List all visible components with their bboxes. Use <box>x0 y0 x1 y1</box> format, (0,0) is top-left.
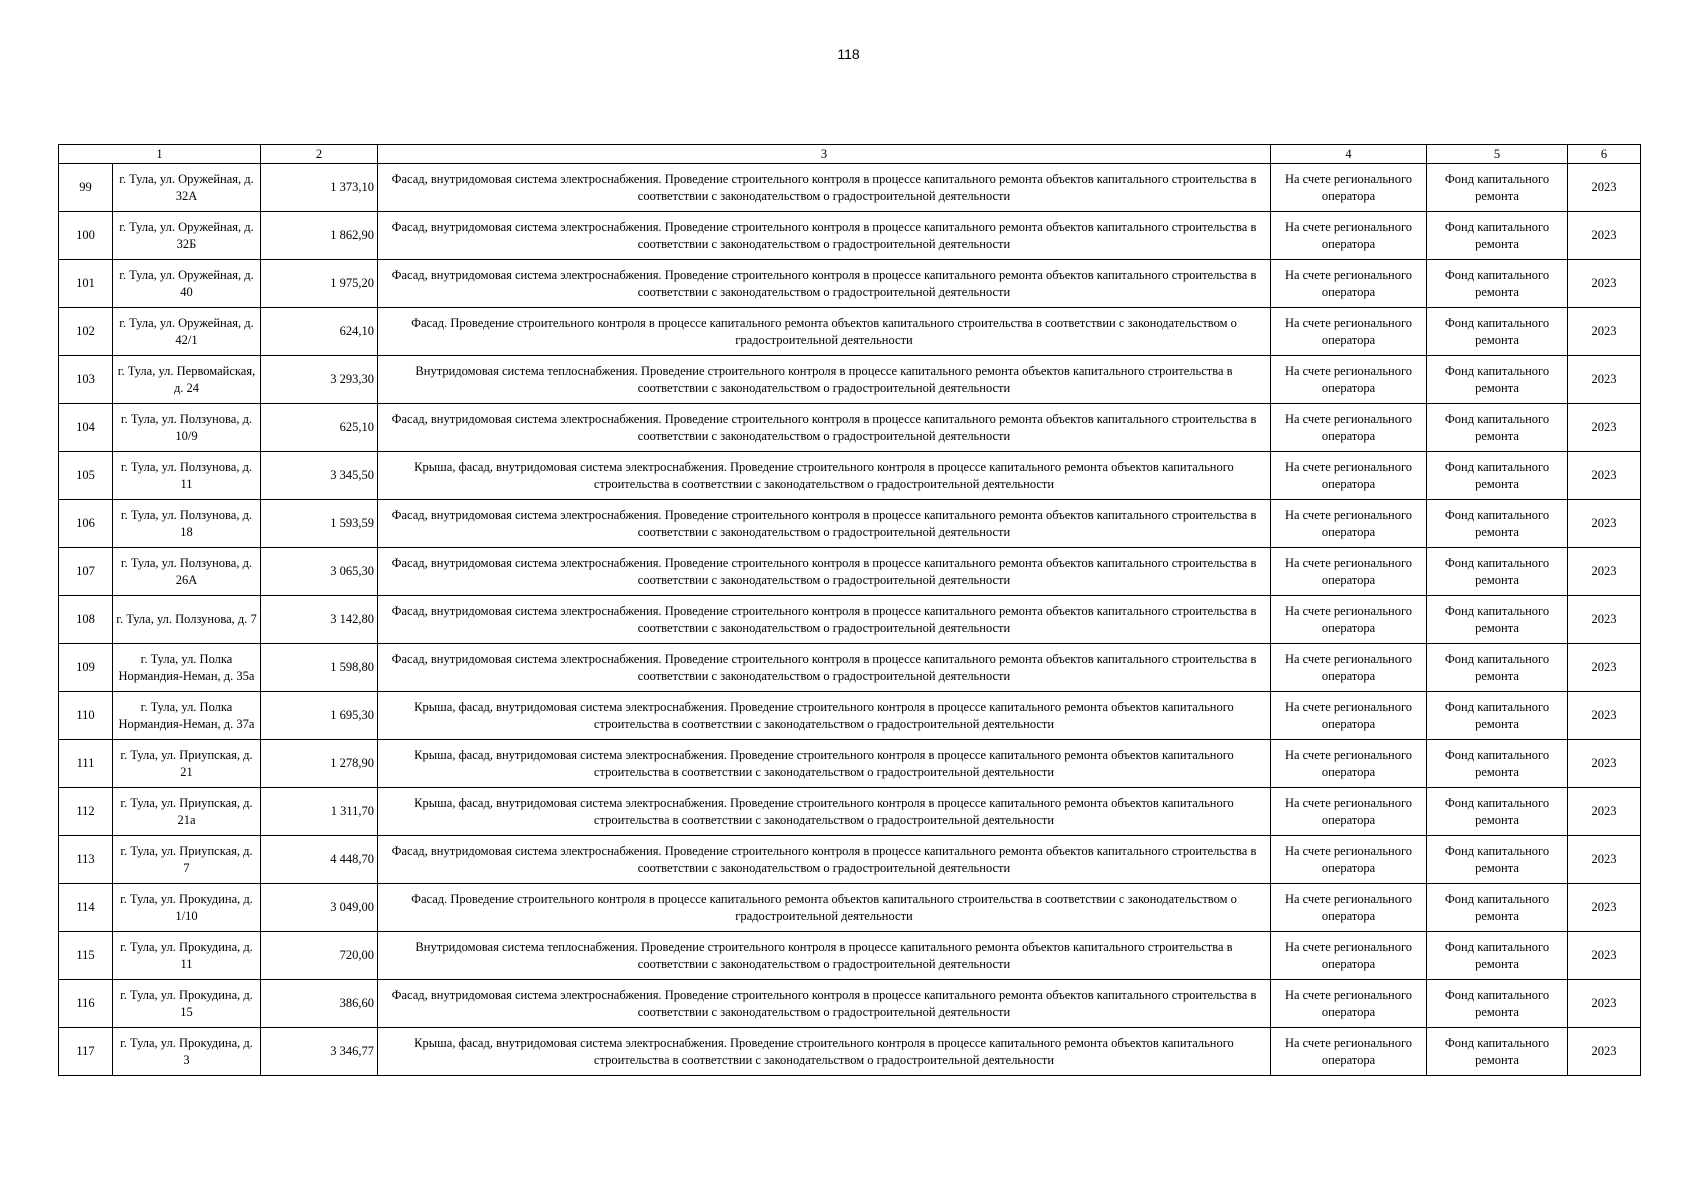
funding-source-cell: Фонд капитального ремонта <box>1427 836 1568 884</box>
table-row <box>59 356 1641 404</box>
work-description-cell: Фасад, внутридомовая система электроснабжения. Проведение строительного контроля в процессе капитального ремонта объектов капитального строительства в соответствии с законодательством о градостроительной деятельности <box>378 212 1271 260</box>
address-cell: г. Тула, ул. Первомайская, д. 24 <box>113 356 261 404</box>
row-number: 110 <box>59 692 113 740</box>
address-cell: г. Тула, ул. Полка Нормандия-Неман, д. 37а <box>113 692 261 740</box>
table-row <box>59 164 1641 212</box>
column-header-3: 3 <box>378 145 1271 164</box>
row-number: 113 <box>59 836 113 884</box>
address-cell: г. Тула, ул. Оружейная, д. 32Б <box>113 212 261 260</box>
address-cell: г. Тула, ул. Оружейная, д. 32А <box>113 164 261 212</box>
account-cell: На счете регионального оператора <box>1271 356 1427 404</box>
address-cell: г. Тула, ул. Ползунова, д. 18 <box>113 500 261 548</box>
funding-source-cell: Фонд капитального ремонта <box>1427 740 1568 788</box>
row-number: 103 <box>59 356 113 404</box>
area-cell: 1 975,20 <box>261 260 378 308</box>
work-description-cell: Фасад, внутридомовая система электроснабжения. Проведение строительного контроля в процессе капитального ремонта объектов капитального строительства в соответствии с законодательством о градостроительной деятельности <box>378 500 1271 548</box>
funding-source-cell: Фонд капитального ремонта <box>1427 500 1568 548</box>
account-cell: На счете регионального оператора <box>1271 692 1427 740</box>
address-cell: г. Тула, ул. Ползунова, д. 10/9 <box>113 404 261 452</box>
area-cell: 3 346,77 <box>261 1028 378 1076</box>
area-cell: 720,00 <box>261 932 378 980</box>
year-cell: 2023 <box>1568 308 1641 356</box>
area-cell: 1 311,70 <box>261 788 378 836</box>
area-cell: 1 598,80 <box>261 644 378 692</box>
year-cell: 2023 <box>1568 212 1641 260</box>
work-description-cell: Фасад, внутридомовая система электроснабжения. Проведение строительного контроля в процессе капитального ремонта объектов капитального строительства в соответствии с законодательством о градостроительной деятельности <box>378 260 1271 308</box>
table-row <box>59 404 1641 452</box>
account-cell: На счете регионального оператора <box>1271 596 1427 644</box>
row-number: 99 <box>59 164 113 212</box>
table-row <box>59 500 1641 548</box>
table-row <box>59 740 1641 788</box>
column-header-4: 4 <box>1271 145 1427 164</box>
funding-source-cell: Фонд капитального ремонта <box>1427 980 1568 1028</box>
funding-source-cell: Фонд капитального ремонта <box>1427 884 1568 932</box>
address-cell: г. Тула, ул. Ползунова, д. 26А <box>113 548 261 596</box>
table-row <box>59 980 1641 1028</box>
year-cell: 2023 <box>1568 836 1641 884</box>
work-description-cell: Крыша, фасад, внутридомовая система электроснабжения. Проведение строительного контроля в процессе капитального ремонта объектов капитального строительства в соответствии с законодательством о градостроительной деятельности <box>378 740 1271 788</box>
header-row <box>59 145 1641 164</box>
account-cell: На счете регионального оператора <box>1271 548 1427 596</box>
area-cell: 4 448,70 <box>261 836 378 884</box>
table-row <box>59 692 1641 740</box>
funding-source-cell: Фонд капитального ремонта <box>1427 308 1568 356</box>
table-row <box>59 1028 1641 1076</box>
row-number: 106 <box>59 500 113 548</box>
funding-source-cell: Фонд капитального ремонта <box>1427 164 1568 212</box>
area-cell: 3 065,30 <box>261 548 378 596</box>
year-cell: 2023 <box>1568 452 1641 500</box>
row-number: 100 <box>59 212 113 260</box>
year-cell: 2023 <box>1568 548 1641 596</box>
account-cell: На счете регионального оператора <box>1271 452 1427 500</box>
area-cell: 386,60 <box>261 980 378 1028</box>
account-cell: На счете регионального оператора <box>1271 1028 1427 1076</box>
column-header-5: 5 <box>1427 145 1568 164</box>
year-cell: 2023 <box>1568 788 1641 836</box>
address-cell: г. Тула, ул. Прокудина, д. 3 <box>113 1028 261 1076</box>
account-cell: На счете регионального оператора <box>1271 212 1427 260</box>
account-cell: На счете регионального оператора <box>1271 308 1427 356</box>
work-description-cell: Крыша, фасад, внутридомовая система электроснабжения. Проведение строительного контроля в процессе капитального ремонта объектов капитального строительства в соответствии с законодательством о градостроительной деятельности <box>378 1028 1271 1076</box>
area-cell: 624,10 <box>261 308 378 356</box>
account-cell: На счете регионального оператора <box>1271 932 1427 980</box>
work-description-cell: Фасад, внутридомовая система электроснабжения. Проведение строительного контроля в процессе капитального ремонта объектов капитального строительства в соответствии с законодательством о градостроительной деятельности <box>378 836 1271 884</box>
year-cell: 2023 <box>1568 596 1641 644</box>
year-cell: 2023 <box>1568 692 1641 740</box>
year-cell: 2023 <box>1568 932 1641 980</box>
year-cell: 2023 <box>1568 404 1641 452</box>
area-cell: 1 278,90 <box>261 740 378 788</box>
year-cell: 2023 <box>1568 740 1641 788</box>
table-row <box>59 836 1641 884</box>
table-row <box>59 260 1641 308</box>
area-cell: 1 695,30 <box>261 692 378 740</box>
row-number: 102 <box>59 308 113 356</box>
funding-source-cell: Фонд капитального ремонта <box>1427 644 1568 692</box>
row-number: 117 <box>59 1028 113 1076</box>
funding-source-cell: Фонд капитального ремонта <box>1427 212 1568 260</box>
table-row <box>59 548 1641 596</box>
capital-repair-table <box>58 144 1641 1076</box>
account-cell: На счете регионального оператора <box>1271 740 1427 788</box>
account-cell: На счете регионального оператора <box>1271 788 1427 836</box>
account-cell: На счете регионального оператора <box>1271 884 1427 932</box>
work-description-cell: Фасад, внутридомовая система электроснабжения. Проведение строительного контроля в процессе капитального ремонта объектов капитального строительства в соответствии с законодательством о градостроительной деятельности <box>378 980 1271 1028</box>
work-description-cell: Крыша, фасад, внутридомовая система электроснабжения. Проведение строительного контроля в процессе капитального ремонта объектов капитального строительства в соответствии с законодательством о градостроительной деятельности <box>378 788 1271 836</box>
funding-source-cell: Фонд капитального ремонта <box>1427 452 1568 500</box>
address-cell: г. Тула, ул. Оружейная, д. 40 <box>113 260 261 308</box>
address-cell: г. Тула, ул. Приупская, д. 7 <box>113 836 261 884</box>
year-cell: 2023 <box>1568 260 1641 308</box>
work-description-cell: Фасад, внутридомовая система электроснабжения. Проведение строительного контроля в процессе капитального ремонта объектов капитального строительства в соответствии с законодательством о градостроительной деятельности <box>378 596 1271 644</box>
year-cell: 2023 <box>1568 980 1641 1028</box>
address-cell: г. Тула, ул. Прокудина, д. 15 <box>113 980 261 1028</box>
work-description-cell: Внутридомовая система теплоснабжения. Проведение строительного контроля в процессе капитального ремонта объектов капитального строительства в соответствии с законодательством о градостроительной деятельности <box>378 932 1271 980</box>
funding-source-cell: Фонд капитального ремонта <box>1427 356 1568 404</box>
address-cell: г. Тула, ул. Приупская, д. 21 <box>113 740 261 788</box>
table-row <box>59 644 1641 692</box>
address-cell: г. Тула, ул. Ползунова, д. 11 <box>113 452 261 500</box>
area-cell: 625,10 <box>261 404 378 452</box>
funding-source-cell: Фонд капитального ремонта <box>1427 692 1568 740</box>
table-row <box>59 788 1641 836</box>
account-cell: На счете регионального оператора <box>1271 980 1427 1028</box>
address-cell: г. Тула, ул. Ползунова, д. 7 <box>113 596 261 644</box>
work-description-cell: Фасад. Проведение строительного контроля в процессе капитального ремонта объектов капитального строительства в соответствии с законодательством о градостроительной деятельности <box>378 884 1271 932</box>
address-cell: г. Тула, ул. Прокудина, д. 1/10 <box>113 884 261 932</box>
funding-source-cell: Фонд капитального ремонта <box>1427 548 1568 596</box>
year-cell: 2023 <box>1568 644 1641 692</box>
work-description-cell: Фасад, внутридомовая система электроснабжения. Проведение строительного контроля в процессе капитального ремонта объектов капитального строительства в соответствии с законодательством о градостроительной деятельности <box>378 548 1271 596</box>
area-cell: 3 142,80 <box>261 596 378 644</box>
row-number: 104 <box>59 404 113 452</box>
funding-source-cell: Фонд капитального ремонта <box>1427 404 1568 452</box>
year-cell: 2023 <box>1568 356 1641 404</box>
table-row <box>59 596 1641 644</box>
area-cell: 1 593,59 <box>261 500 378 548</box>
row-number: 108 <box>59 596 113 644</box>
account-cell: На счете регионального оператора <box>1271 644 1427 692</box>
table-row <box>59 308 1641 356</box>
row-number: 116 <box>59 980 113 1028</box>
year-cell: 2023 <box>1568 884 1641 932</box>
work-description-cell: Внутридомовая система теплоснабжения. Проведение строительного контроля в процессе капитального ремонта объектов капитального строительства в соответствии с законодательством о градостроительной деятельности <box>378 356 1271 404</box>
table-body <box>59 164 1641 1076</box>
account-cell: На счете регионального оператора <box>1271 836 1427 884</box>
row-number: 107 <box>59 548 113 596</box>
address-cell: г. Тула, ул. Приупская, д. 21а <box>113 788 261 836</box>
address-cell: г. Тула, ул. Прокудина, д. 11 <box>113 932 261 980</box>
year-cell: 2023 <box>1568 1028 1641 1076</box>
row-number: 114 <box>59 884 113 932</box>
funding-source-cell: Фонд капитального ремонта <box>1427 596 1568 644</box>
funding-source-cell: Фонд капитального ремонта <box>1427 260 1568 308</box>
table-row <box>59 452 1641 500</box>
table-row <box>59 884 1641 932</box>
work-description-cell: Фасад, внутридомовая система электроснабжения. Проведение строительного контроля в процессе капитального ремонта объектов капитального строительства в соответствии с законодательством о градостроительной деятельности <box>378 404 1271 452</box>
address-cell: г. Тула, ул. Оружейная, д. 42/1 <box>113 308 261 356</box>
work-description-cell: Фасад, внутридомовая система электроснабжения. Проведение строительного контроля в процессе капитального ремонта объектов капитального строительства в соответствии с законодательством о градостроительной деятельности <box>378 644 1271 692</box>
funding-source-cell: Фонд капитального ремонта <box>1427 788 1568 836</box>
table-row <box>59 212 1641 260</box>
column-header-2: 2 <box>261 145 378 164</box>
row-number: 111 <box>59 740 113 788</box>
area-cell: 1 373,10 <box>261 164 378 212</box>
funding-source-cell: Фонд капитального ремонта <box>1427 932 1568 980</box>
funding-source-cell: Фонд капитального ремонта <box>1427 1028 1568 1076</box>
table-row <box>59 932 1641 980</box>
account-cell: На счете регионального оператора <box>1271 404 1427 452</box>
account-cell: На счете регионального оператора <box>1271 260 1427 308</box>
area-cell: 3 049,00 <box>261 884 378 932</box>
row-number: 112 <box>59 788 113 836</box>
work-description-cell: Фасад, внутридомовая система электроснабжения. Проведение строительного контроля в процессе капитального ремонта объектов капитального строительства в соответствии с законодательством о градостроительной деятельности <box>378 164 1271 212</box>
year-cell: 2023 <box>1568 500 1641 548</box>
column-header-6: 6 <box>1568 145 1641 164</box>
row-number: 109 <box>59 644 113 692</box>
year-cell: 2023 <box>1568 164 1641 212</box>
work-description-cell: Крыша, фасад, внутридомовая система электроснабжения. Проведение строительного контроля в процессе капитального ремонта объектов капитального строительства в соответствии с законодательством о градостроительной деятельности <box>378 692 1271 740</box>
work-description-cell: Фасад. Проведение строительного контроля в процессе капитального ремонта объектов капитального строительства в соответствии с законодательством о градостроительной деятельности <box>378 308 1271 356</box>
row-number: 105 <box>59 452 113 500</box>
area-cell: 3 293,30 <box>261 356 378 404</box>
row-number: 115 <box>59 932 113 980</box>
area-cell: 3 345,50 <box>261 452 378 500</box>
area-cell: 1 862,90 <box>261 212 378 260</box>
account-cell: На счете регионального оператора <box>1271 500 1427 548</box>
row-number: 101 <box>59 260 113 308</box>
column-header-1: 1 <box>59 145 261 164</box>
page-number: 118 <box>837 46 860 62</box>
account-cell: На счете регионального оператора <box>1271 164 1427 212</box>
work-description-cell: Крыша, фасад, внутридомовая система электроснабжения. Проведение строительного контроля в процессе капитального ремонта объектов капитального строительства в соответствии с законодательством о градостроительной деятельности <box>378 452 1271 500</box>
address-cell: г. Тула, ул. Полка Нормандия-Неман, д. 35а <box>113 644 261 692</box>
